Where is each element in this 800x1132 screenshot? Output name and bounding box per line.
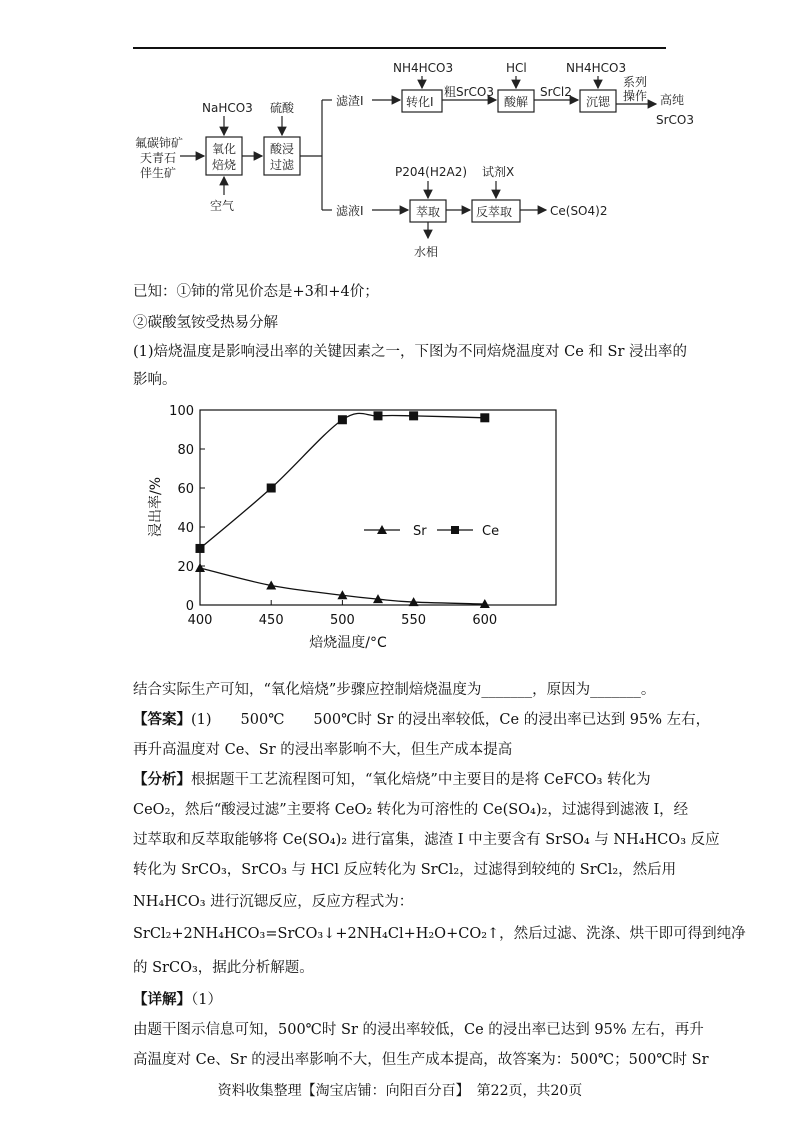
oxidize-line2: 焙烧 [212, 158, 237, 172]
x-tick-label: 450 [258, 613, 284, 628]
detail-line-3: 高温度对 Ce、Sr 的浸出率影响不大，但生产成本提高，故答案为：500℃；500℃时 Sr [133, 1052, 709, 1068]
series-line2: 操作 [623, 89, 648, 103]
ce-point [409, 411, 418, 420]
detail-line-1 [133, 990, 673, 1010]
nahco3-label: NaHCO3 [202, 101, 253, 115]
y-tick-label: 40 [177, 521, 194, 536]
ore-label-1: 氟碳铈矿 [135, 136, 184, 150]
sulfuric-label: 硫酸 [270, 101, 295, 115]
water-label: 水相 [414, 245, 439, 259]
oxidize-line1: 氧化 [212, 142, 237, 156]
precip-label: 沉锶 [586, 95, 611, 109]
leach-rate-chart [130, 395, 570, 660]
pure-line1: 高纯 [660, 93, 685, 107]
nh4hco3-label-2: NH4HCO3 [566, 61, 627, 75]
question-blank-line: 结合实际生产可知，“氧化焙烧”步骤应控制焙烧温度为_______，原因为_______。 [133, 682, 656, 698]
ce-point [480, 413, 489, 422]
ce-series-line [200, 413, 485, 548]
analysis-line-2: CeO₂，然后“酸浸过滤”主要将 CeO₂ 转化为可溶性的 Ce(SO₄)₂，过滤得到滤液 I，经 [133, 802, 689, 818]
known-line-2: ②碳酸氢铵受热易分解 [133, 315, 278, 331]
analysis-line-5: NH₄HCO₃ 进行沉锶反应，反应方程式为： [133, 894, 414, 910]
top-rule [133, 47, 666, 49]
sr-point [195, 563, 205, 572]
y-tick-label: 60 [177, 482, 194, 497]
ce-point [338, 415, 347, 424]
series-line1: 系列 [623, 75, 648, 89]
x-axis [185, 599, 498, 628]
detail-text: （1） [191, 992, 222, 1008]
known-line-1: 已知：①铈的常见价态是+3和+4价； [133, 284, 379, 300]
ce-product-label: Ce(SO4)2 [550, 204, 608, 218]
analysis-tag: 【分析】 [133, 771, 191, 788]
y-axis-label: 浸出率/% [148, 476, 164, 538]
y-tick-label: 100 [169, 404, 194, 419]
answer-line-1 [133, 710, 711, 730]
analysis-line-1 [133, 770, 673, 790]
ce-point [374, 411, 383, 420]
leach-line2: 过滤 [270, 158, 295, 172]
extract-label: 萃取 [416, 205, 441, 219]
analysis-line-3: 过萃取和反萃取能够将 Ce(SO₄)₂ 进行富集，滤渣 I 中主要含有 SrSO₄ 与 NH₄HCO₃ 反应 [133, 832, 720, 848]
y-tick-label: 80 [177, 443, 194, 458]
pure-line2: SrCO3 [656, 113, 695, 127]
residue-label: 滤渣I [336, 94, 364, 108]
x-axis-label: 焙烧温度/°C [309, 635, 387, 651]
x-tick-label: 400 [187, 613, 213, 628]
legend-ce-label: Ce [482, 524, 500, 539]
reagent-label: 试剂X [482, 165, 515, 179]
srcl2-label: SrCl2 [540, 85, 572, 99]
ore-label-3: 伴生矿 [140, 166, 177, 180]
crude-label: 粗SrCO3 [444, 85, 495, 99]
x-tick-label: 500 [329, 613, 355, 628]
ore-label-2: 天青石 [140, 151, 177, 165]
x-tick-label: 600 [472, 613, 498, 628]
legend-sr-label: Sr [413, 524, 427, 539]
detail-tag: 【详解】 [133, 991, 191, 1008]
hcl-label: HCl [506, 61, 527, 75]
x-tick-label: 550 [401, 613, 427, 628]
process-flow-diagram [0, 50, 800, 265]
analysis-text: 根据题干工艺流程图可知，“氧化焙烧”中主要目的是将 CeFCO₃ 转化为 [191, 772, 651, 788]
answer-tag: 【答案】 [133, 711, 191, 728]
back-extract-label: 反萃取 [476, 205, 513, 219]
answer-line-2: 再升高温度对 Ce、Sr 的浸出率影响不大，但生产成本提高 [133, 742, 513, 758]
p204-label: P204(H2A2) [395, 165, 468, 179]
question-line-1: (1)焙烧温度是影响浸出率的关键因素之一，下图为不同焙烧温度对 Ce 和 Sr 浸出率的 [133, 344, 688, 360]
leach-line1: 酸浸 [270, 142, 295, 156]
analysis-line-4: 转化为 SrCO₃，SrCO₃ 与 HCl 反应转化为 SrCl₂，过滤得到较纯的 SrCl₂，然后用 [133, 862, 677, 878]
y-tick-label: 0 [185, 599, 194, 614]
acid-label: 酸解 [504, 95, 529, 109]
question-line-2: 影响。 [133, 372, 177, 388]
y-tick-label: 20 [177, 560, 194, 575]
legend [364, 524, 499, 539]
plot-frame [200, 410, 556, 605]
analysis-line-6: SrCl₂+2NH₄HCO₃=SrCO₃↓+2NH₄Cl+H₂O+CO₂↑，然后过滤、洗涤、烘干即可得到纯净 [133, 926, 746, 942]
answer-text: (1) 500℃ 500℃时 Sr 的浸出率较低，Ce 的浸出率已达到 95% 左右， [191, 712, 711, 728]
ce-point [267, 484, 276, 493]
detail-line-2: 由题干图示信息可知，500℃时 Sr 的浸出率较低，Ce 的浸出率已达到 95% 左右，再升 [133, 1022, 704, 1038]
analysis-line-7: 的 SrCO₃，据此分析解题。 [133, 960, 314, 976]
legend-ce-marker [451, 526, 459, 534]
air-label: 空气 [210, 199, 235, 213]
convert-label: 转化I [406, 95, 434, 109]
nh4hco3-label-1: NH4HCO3 [393, 61, 454, 75]
page-footer: 资料收集整理【淘宝店铺：向阳百分百】 第22页，共20页 [217, 1083, 583, 1099]
filtrate-label: 滤液I [336, 204, 364, 218]
ce-point [196, 544, 205, 553]
